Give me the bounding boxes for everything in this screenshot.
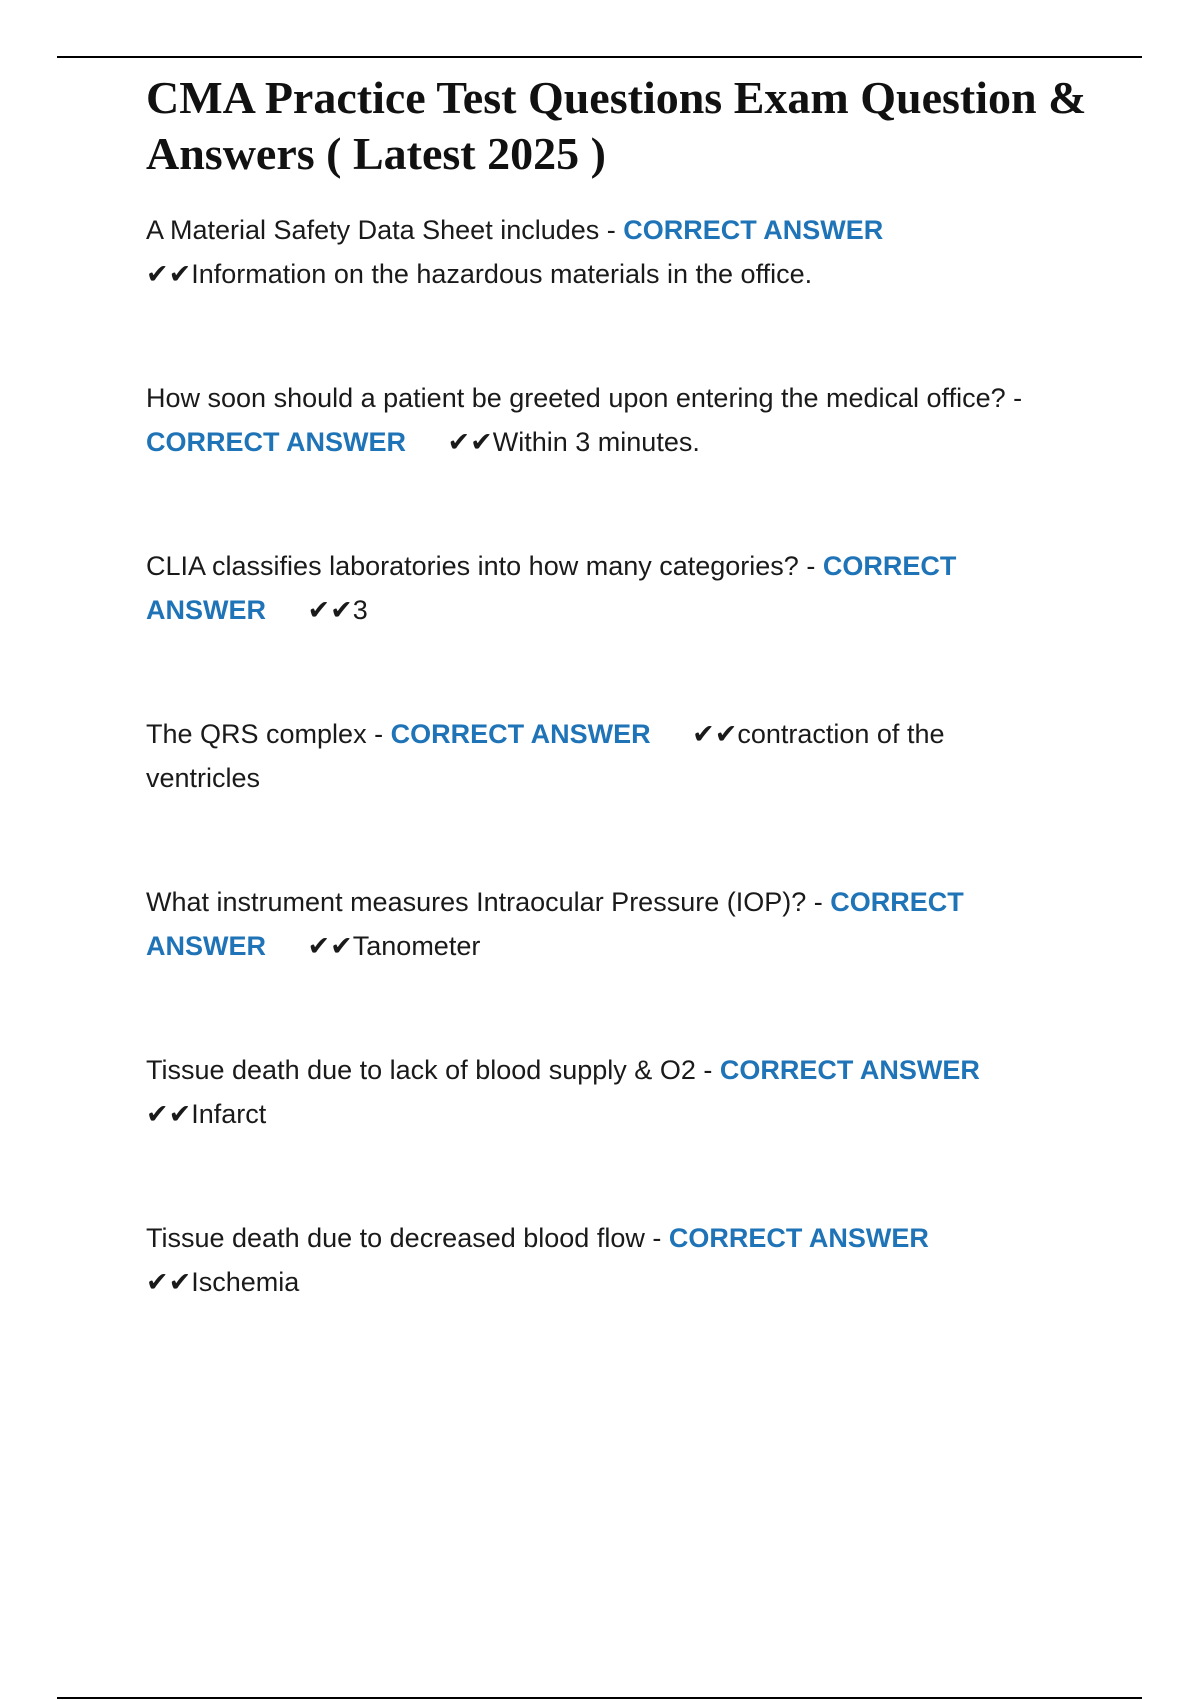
answer-text: Tanometer (352, 931, 481, 961)
separator: - (366, 719, 391, 749)
question-text: How soon should a patient be greeted upon entering the medical office? (146, 383, 1006, 413)
correct-answer-tag: CORRECT ANSWER (390, 719, 651, 749)
answer-text: Within 3 minutes. (492, 427, 700, 457)
check-mark-icon: ✔✔ (692, 719, 738, 749)
separator: - (599, 215, 624, 245)
separator: - (798, 551, 823, 581)
qa-item (146, 712, 1026, 800)
answer-text: Ischemia (191, 1267, 300, 1297)
answer-text: Information on the hazardous materials in the office. (191, 259, 813, 289)
qa-item (146, 1048, 1026, 1136)
correct-answer-tag: CORRECT ANSWER (668, 1223, 929, 1253)
check-mark-icon: ✔✔ (146, 1267, 192, 1297)
correct-answer-tag: CORRECT ANSWER (623, 215, 884, 245)
question-text: The QRS complex (146, 719, 367, 749)
qa-item (146, 208, 1026, 296)
check-mark-icon: ✔✔ (146, 1099, 192, 1129)
correct-answer-tag: CORRECT ANSWER (146, 887, 964, 961)
question-text: Tissue death due to lack of blood supply & O2 (146, 1055, 696, 1085)
separator: - (806, 887, 831, 917)
qa-item (146, 1216, 1026, 1304)
correct-answer-tag: CORRECT ANSWER (146, 427, 406, 457)
qa-item (146, 880, 1026, 968)
question-text: A Material Safety Data Sheet includes (146, 215, 600, 245)
check-mark-icon: ✔✔ (307, 931, 353, 961)
top-rule (57, 56, 1142, 58)
question-text: What instrument measures Intraocular Pressure (IOP)? (146, 887, 807, 917)
separator: - (644, 1223, 669, 1253)
question-text: Tissue death due to decreased blood flow (146, 1223, 645, 1253)
check-mark-icon: ✔✔ (146, 259, 192, 289)
correct-answer-tag: CORRECT ANSWER (146, 551, 957, 625)
answer-text: contraction of the ventricles (146, 719, 945, 793)
answer-text: Infarct (191, 1099, 267, 1129)
qa-item (146, 544, 1026, 632)
separator: - (695, 1055, 720, 1085)
answer-text: 3 (352, 595, 368, 625)
question-text: CLIA classifies laboratories into how many categories? (146, 551, 799, 581)
document-body (146, 70, 1096, 1304)
check-mark-icon: ✔✔ (447, 427, 493, 457)
separator: - (1005, 383, 1023, 413)
document-title: CMA Practice Test Questions Exam Question & Answers ( Latest 2025 ) (146, 72, 1087, 179)
check-mark-icon: ✔✔ (307, 595, 353, 625)
bottom-rule (57, 1697, 1142, 1699)
qa-item (146, 376, 1026, 464)
correct-answer-tag: CORRECT ANSWER (719, 1055, 980, 1085)
